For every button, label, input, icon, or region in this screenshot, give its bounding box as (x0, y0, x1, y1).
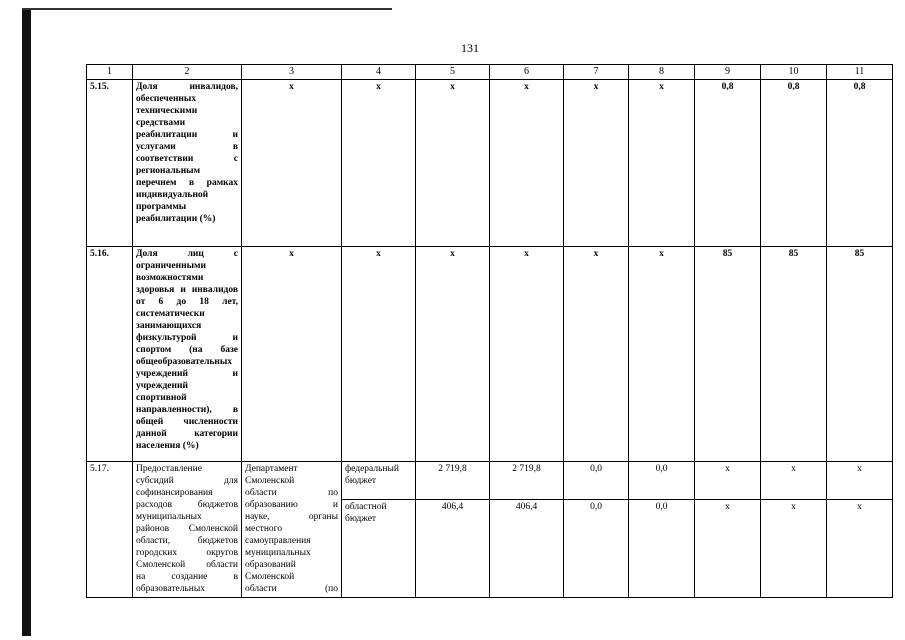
cell: 0,0 (629, 500, 695, 598)
cell: x (695, 462, 761, 500)
table-row-5-15 (87, 80, 893, 247)
scan-shadow-left (22, 8, 31, 636)
row-description: Доля лиц с ограниченными возможностями здоровья и инвалидов от 6 до 18 лет, систематически занимающихся физкультурой и спортом (на базе общеобразовательных учреждений и учреждений спортивной направленности), в общей численности данной категории населения (%) (133, 247, 242, 462)
cell: x (761, 462, 827, 500)
cell: 2 719,8 (416, 462, 490, 500)
cell: x (564, 80, 629, 247)
cell: x (242, 80, 342, 247)
cell: 85 (761, 247, 827, 462)
cell: x (342, 247, 416, 462)
header-cell: 1 (87, 65, 133, 80)
cell: 406,4 (490, 500, 564, 598)
header-cell: 11 (827, 65, 893, 80)
table-row-5-16 (87, 247, 893, 462)
cell: x (629, 80, 695, 247)
header-cell: 5 (416, 65, 490, 80)
cell: x (416, 80, 490, 247)
cell: 0,0 (629, 462, 695, 500)
cell: 406,4 (416, 500, 490, 598)
header-cell: 3 (242, 65, 342, 80)
header-cell: 8 (629, 65, 695, 80)
cell: 0,8 (761, 80, 827, 247)
header-row (87, 65, 893, 80)
cell: 85 (695, 247, 761, 462)
cell: x (342, 80, 416, 247)
cell: x (416, 247, 490, 462)
cell: x (490, 80, 564, 247)
cell: 0,0 (564, 500, 629, 598)
header-cell: 4 (342, 65, 416, 80)
header-cell: 9 (695, 65, 761, 80)
header-cell: 10 (761, 65, 827, 80)
cell: x (695, 500, 761, 598)
header-cell: 2 (133, 65, 242, 80)
table-row-5-17-federal (87, 462, 893, 500)
funding-source: областной бюджет (342, 500, 416, 598)
cell: x (827, 500, 893, 598)
cell: 85 (827, 247, 893, 462)
cell: x (629, 247, 695, 462)
executor-cell: Департамент Смоленской области по образованию и науке, органы местного самоуправления муниципальных образований Смоленской области (по (242, 462, 342, 598)
cell: x (761, 500, 827, 598)
program-table (86, 64, 893, 598)
cell: x (564, 247, 629, 462)
scan-shadow-top (22, 8, 392, 10)
row-number: 5.15. (87, 80, 133, 247)
header-cell: 6 (490, 65, 564, 80)
row-number: 5.16. (87, 247, 133, 462)
funding-source: федеральный бюджет (342, 462, 416, 500)
cell: x (242, 247, 342, 462)
cell: x (490, 247, 564, 462)
cell: 0,8 (695, 80, 761, 247)
row-number: 5.17. (87, 462, 133, 598)
row-description: Доля инвалидов, обеспеченных техническими средствами реабилитации и услугами в соответствии с региональным перечнем в рамках индивидуальной программы реабилитации (%) (133, 80, 242, 247)
cell: 0,8 (827, 80, 893, 247)
page-number: 131 (461, 41, 479, 55)
cell: 2 719,8 (490, 462, 564, 500)
row-description: Предоставление субсидий для софинансирования расходов бюджетов муниципальных районов Смоленской области, бюджетов городских округов Смоленской области на создание в образовательных (133, 462, 242, 598)
cell: 0,0 (564, 462, 629, 500)
header-cell: 7 (564, 65, 629, 80)
cell: x (827, 462, 893, 500)
